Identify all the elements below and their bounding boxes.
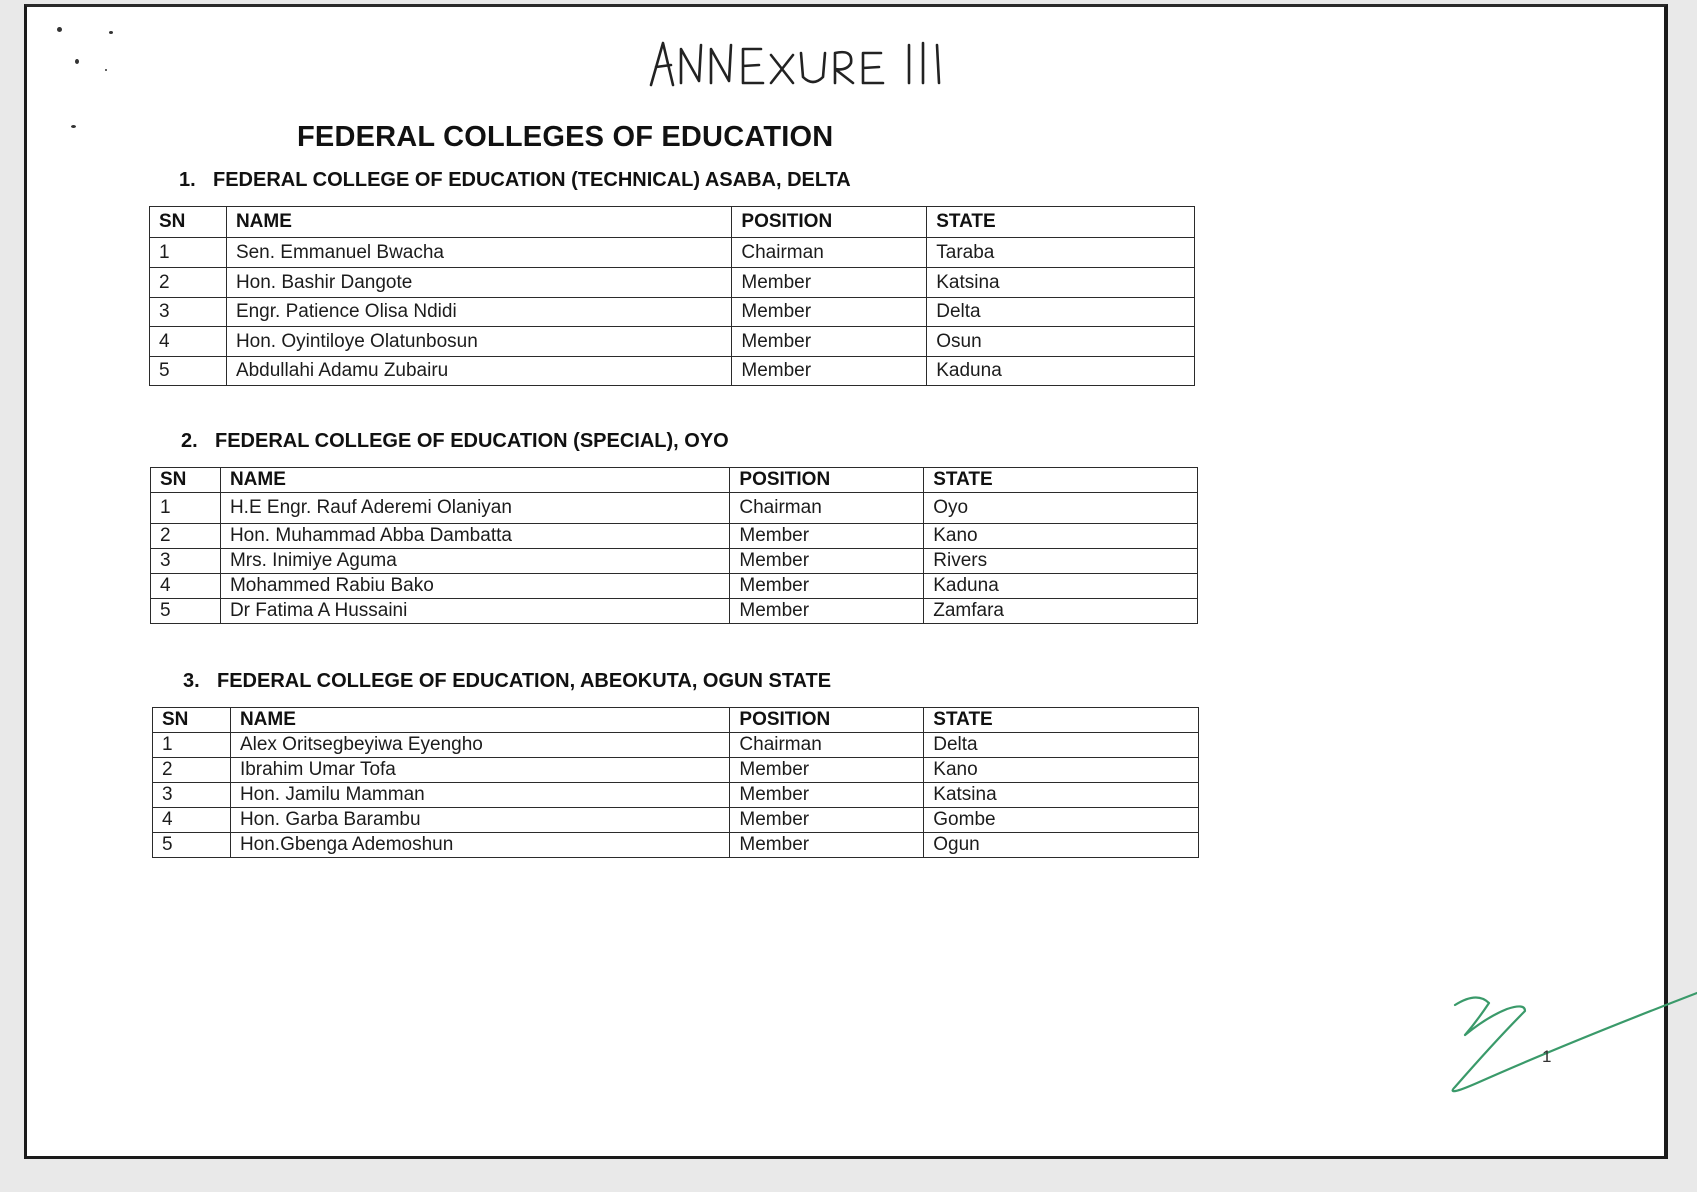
table-header-row — [151, 468, 1198, 493]
column-header-name: NAME — [226, 207, 731, 238]
cell-state: Taraba — [927, 238, 1195, 268]
cell-name: Alex Oritsegbeyiwa Eyengho — [230, 733, 729, 758]
table-row — [153, 783, 1199, 808]
document-page — [24, 4, 1668, 1159]
cell-state: Osun — [927, 327, 1195, 357]
column-header-sn: SN — [151, 468, 221, 493]
table-row — [153, 733, 1199, 758]
section-heading-3 — [183, 670, 831, 693]
section-heading-2 — [181, 430, 729, 453]
column-header-state: STATE — [927, 207, 1195, 238]
members-table-3 — [152, 707, 1199, 858]
scan-speck — [105, 69, 107, 71]
signature — [1447, 987, 1697, 1107]
section-title: FEDERAL COLLEGE OF EDUCATION (SPECIAL), OYO — [215, 430, 729, 452]
handwritten-annexure-image — [647, 35, 1007, 95]
cell-sn: 5 — [150, 357, 227, 386]
cell-sn: 2 — [153, 758, 231, 783]
section-number: 3. — [183, 670, 200, 692]
signature-image — [1447, 987, 1697, 1107]
cell-name: Mrs. Inimiye Aguma — [220, 549, 729, 574]
cell-state: Ogun — [924, 833, 1199, 858]
cell-sn: 3 — [150, 298, 227, 327]
column-header-name: NAME — [230, 708, 729, 733]
cell-position: Member — [730, 808, 924, 833]
cell-name: Mohammed Rabiu Bako — [220, 574, 729, 599]
cell-state: Kano — [924, 524, 1198, 549]
cell-name: Engr. Patience Olisa Ndidi — [226, 298, 731, 327]
table-row — [151, 493, 1198, 524]
cell-name: Sen. Emmanuel Bwacha — [226, 238, 731, 268]
cell-name: Hon. Garba Barambu — [230, 808, 729, 833]
cell-position: Member — [730, 574, 924, 599]
column-header-position: POSITION — [730, 708, 924, 733]
page-number: 1 — [1542, 1047, 1552, 1066]
cell-name: Dr Fatima A Hussaini — [220, 599, 729, 624]
table-row — [150, 327, 1195, 357]
cell-name: H.E Engr. Rauf Aderemi Olaniyan — [220, 493, 729, 524]
scan-speck — [71, 125, 76, 128]
scan-speck — [109, 31, 113, 34]
table-row — [150, 238, 1195, 268]
table-row — [151, 549, 1198, 574]
cell-name: Ibrahim Umar Tofa — [230, 758, 729, 783]
cell-position: Member — [730, 549, 924, 574]
cell-state: Delta — [924, 733, 1199, 758]
cell-name: Hon. Jamilu Mamman — [230, 783, 729, 808]
cell-sn: 4 — [150, 327, 227, 357]
members-table-2 — [150, 467, 1198, 624]
cell-position: Chairman — [730, 493, 924, 524]
cell-state: Zamfara — [924, 599, 1198, 624]
handwritten-annexure-heading — [647, 35, 1007, 95]
column-header-position: POSITION — [732, 207, 927, 238]
cell-state: Gombe — [924, 808, 1199, 833]
cell-sn: 1 — [153, 733, 231, 758]
section-title: FEDERAL COLLEGE OF EDUCATION, ABEOKUTA, OGUN STATE — [217, 670, 832, 692]
cell-position: Member — [732, 268, 927, 298]
cell-sn: 3 — [151, 549, 221, 574]
cell-sn: 5 — [153, 833, 231, 858]
column-header-name: NAME — [220, 468, 729, 493]
table-row — [150, 357, 1195, 386]
cell-state: Kaduna — [924, 574, 1198, 599]
table-row — [151, 599, 1198, 624]
cell-sn: 3 — [153, 783, 231, 808]
section-heading-1 — [179, 169, 851, 192]
cell-name: Hon. Oyintiloye Olatunbosun — [226, 327, 731, 357]
cell-sn: 4 — [151, 574, 221, 599]
cell-position: Member — [730, 524, 924, 549]
scan-speck — [57, 27, 62, 32]
cell-position: Member — [732, 327, 927, 357]
cell-name: Hon.Gbenga Ademoshun — [230, 833, 729, 858]
cell-state: Oyo — [924, 493, 1198, 524]
table-row — [151, 574, 1198, 599]
cell-sn: 2 — [150, 268, 227, 298]
document-title: FEDERAL COLLEGES OF EDUCATION — [297, 121, 834, 153]
cell-position: Member — [730, 599, 924, 624]
cell-position: Chairman — [732, 238, 927, 268]
cell-name: Abdullahi Adamu Zubairu — [226, 357, 731, 386]
table-header-row — [153, 708, 1199, 733]
column-header-state: STATE — [924, 468, 1198, 493]
cell-state: Rivers — [924, 549, 1198, 574]
section-title: FEDERAL COLLEGE OF EDUCATION (TECHNICAL) ASABA, DELTA — [213, 169, 851, 191]
section-number: 2. — [181, 430, 198, 452]
cell-position: Chairman — [730, 733, 924, 758]
cell-sn: 1 — [150, 238, 227, 268]
members-table-1 — [149, 206, 1195, 386]
column-header-sn: SN — [150, 207, 227, 238]
cell-state: Delta — [927, 298, 1195, 327]
cell-name: Hon. Bashir Dangote — [226, 268, 731, 298]
cell-position: Member — [732, 298, 927, 327]
table-row — [153, 833, 1199, 858]
cell-name: Hon. Muhammad Abba Dambatta — [220, 524, 729, 549]
column-header-sn: SN — [153, 708, 231, 733]
cell-sn: 4 — [153, 808, 231, 833]
cell-position: Member — [732, 357, 927, 386]
cell-sn: 1 — [151, 493, 221, 524]
section-number: 1. — [179, 169, 196, 191]
cell-position: Member — [730, 758, 924, 783]
column-header-position: POSITION — [730, 468, 924, 493]
column-header-state: STATE — [924, 708, 1199, 733]
cell-position: Member — [730, 783, 924, 808]
cell-state: Katsina — [924, 783, 1199, 808]
cell-sn: 2 — [151, 524, 221, 549]
cell-state: Kaduna — [927, 357, 1195, 386]
table-row — [150, 298, 1195, 327]
cell-state: Katsina — [927, 268, 1195, 298]
scan-speck — [75, 59, 79, 64]
cell-position: Member — [730, 833, 924, 858]
cell-state: Kano — [924, 758, 1199, 783]
table-row — [153, 758, 1199, 783]
cell-sn: 5 — [151, 599, 221, 624]
table-header-row — [150, 207, 1195, 238]
table-row — [150, 268, 1195, 298]
table-row — [153, 808, 1199, 833]
table-row — [151, 524, 1198, 549]
